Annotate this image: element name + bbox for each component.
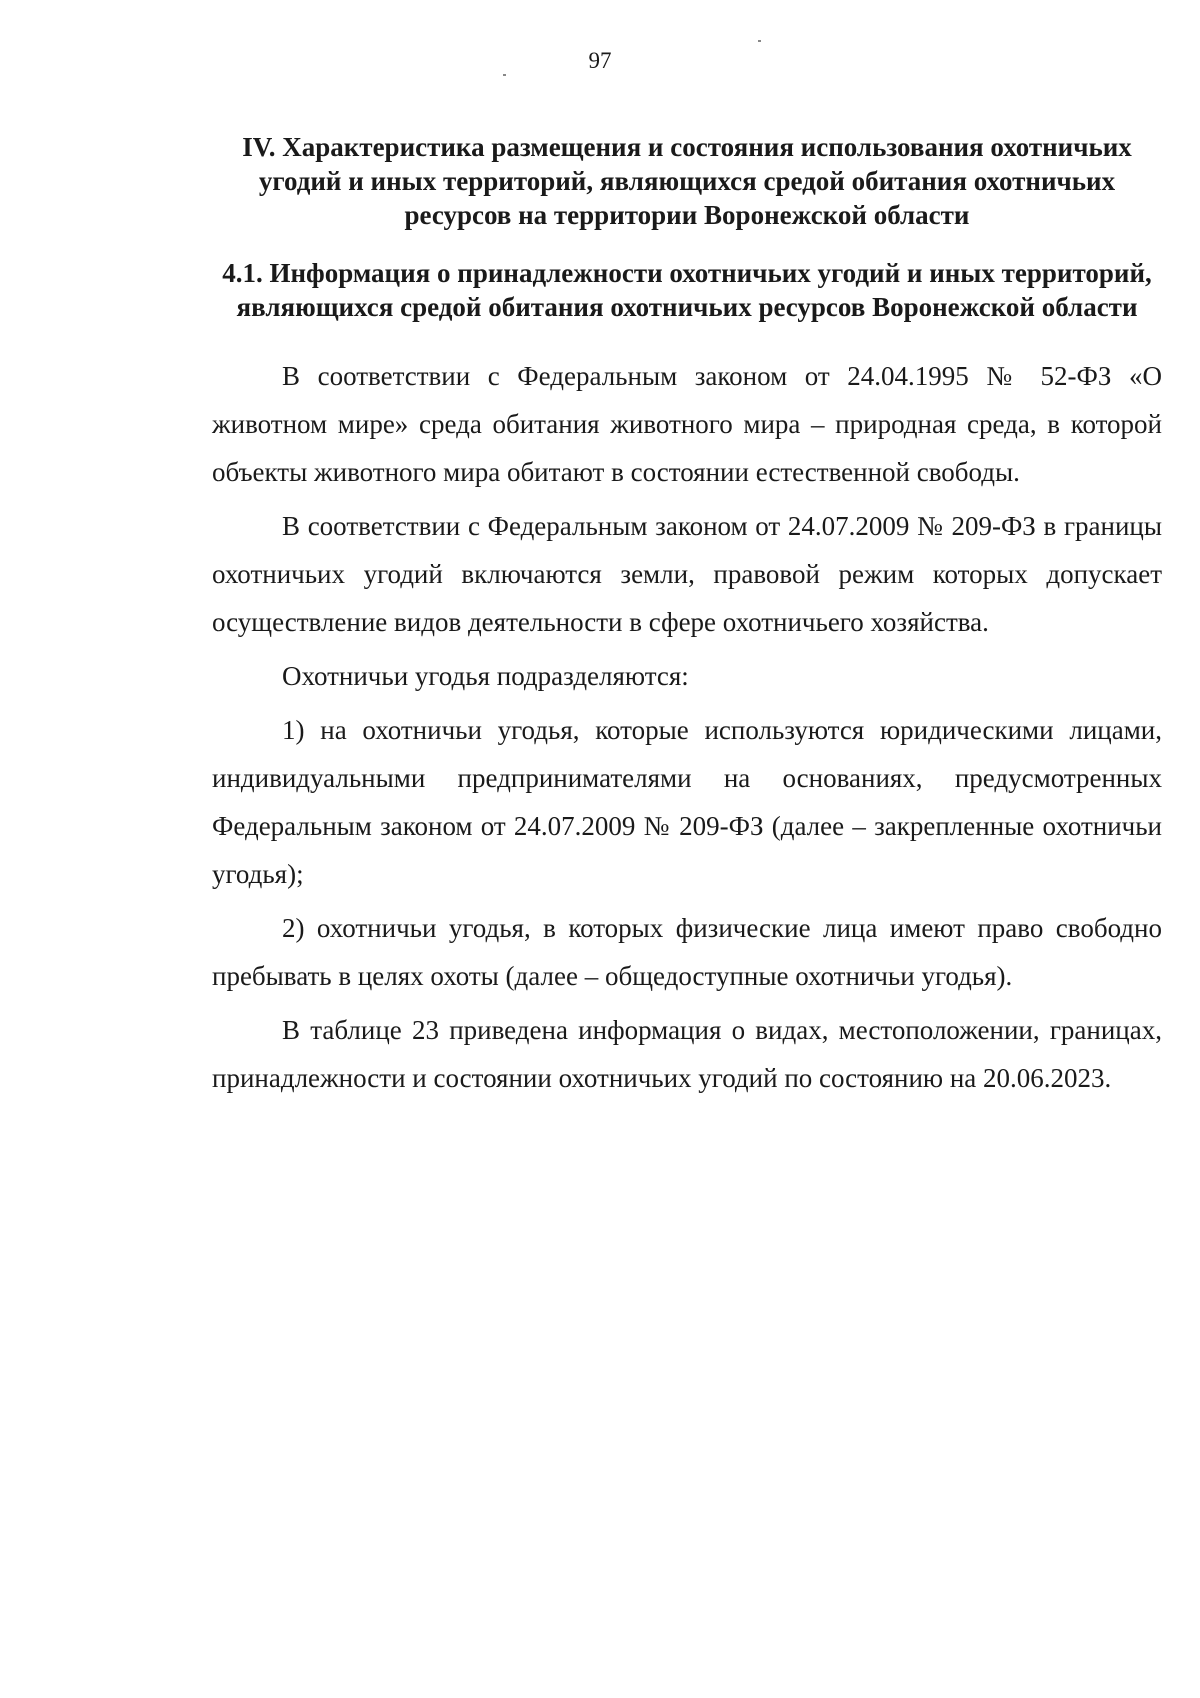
paragraph: 1) на охотничьи угодья, которые используются юридическими лицами, индивидуальными предпринимателями на основаниях, предусмотренных Федеральным законом от 24.07.2009 № 209-ФЗ (далее – закрепленные охотничьи угодья); [212, 715, 1162, 889]
scan-speck [758, 40, 761, 42]
paragraph: В соответствии с Федеральным законом от 24.07.2009 № 209-ФЗ в границы охотничьих угодий включаются земли, правовой режим которых допускает осуществление видов деятельности в сфере охотничьего хозяйства. [212, 511, 1162, 637]
paragraph: Охотничьи угодья подразделяются: [282, 661, 689, 691]
body-text [212, 352, 1162, 1102]
sub-heading: 4.1. Информация о принадлежности охотничьих угодий и иных территорий, являющихся средой обитания охотничьих ресурсов Воронежской области [222, 258, 1152, 322]
paragraph: В соответствии с Федеральным законом от 24.04.1995 № 52-ФЗ «О животном мире» среда обитания животного мира – природная среда, в которой объекты животного мира обитают в состоянии естественной свободы. [212, 361, 1162, 487]
page-number: 97 [588, 48, 612, 73]
section-heading: IV. Характеристика размещения и состояния использования охотничьих угодий и иных территорий, являющихся средой обитания охотничьих ресурсов на территории Воронежской области [242, 132, 1132, 230]
document-content [212, 130, 1162, 1108]
paragraph: 2) охотничьи угодья, в которых физические лица имеют право свободно пребывать в целях охоты (далее – общедоступные охотничьи угодья). [212, 913, 1162, 991]
paragraph: В таблице 23 приведена информация о видах, местоположении, границах, принадлежности и состоянии охотничьих угодий по состоянию на 20.06.2023. [212, 1015, 1162, 1093]
scan-speck [503, 74, 506, 76]
